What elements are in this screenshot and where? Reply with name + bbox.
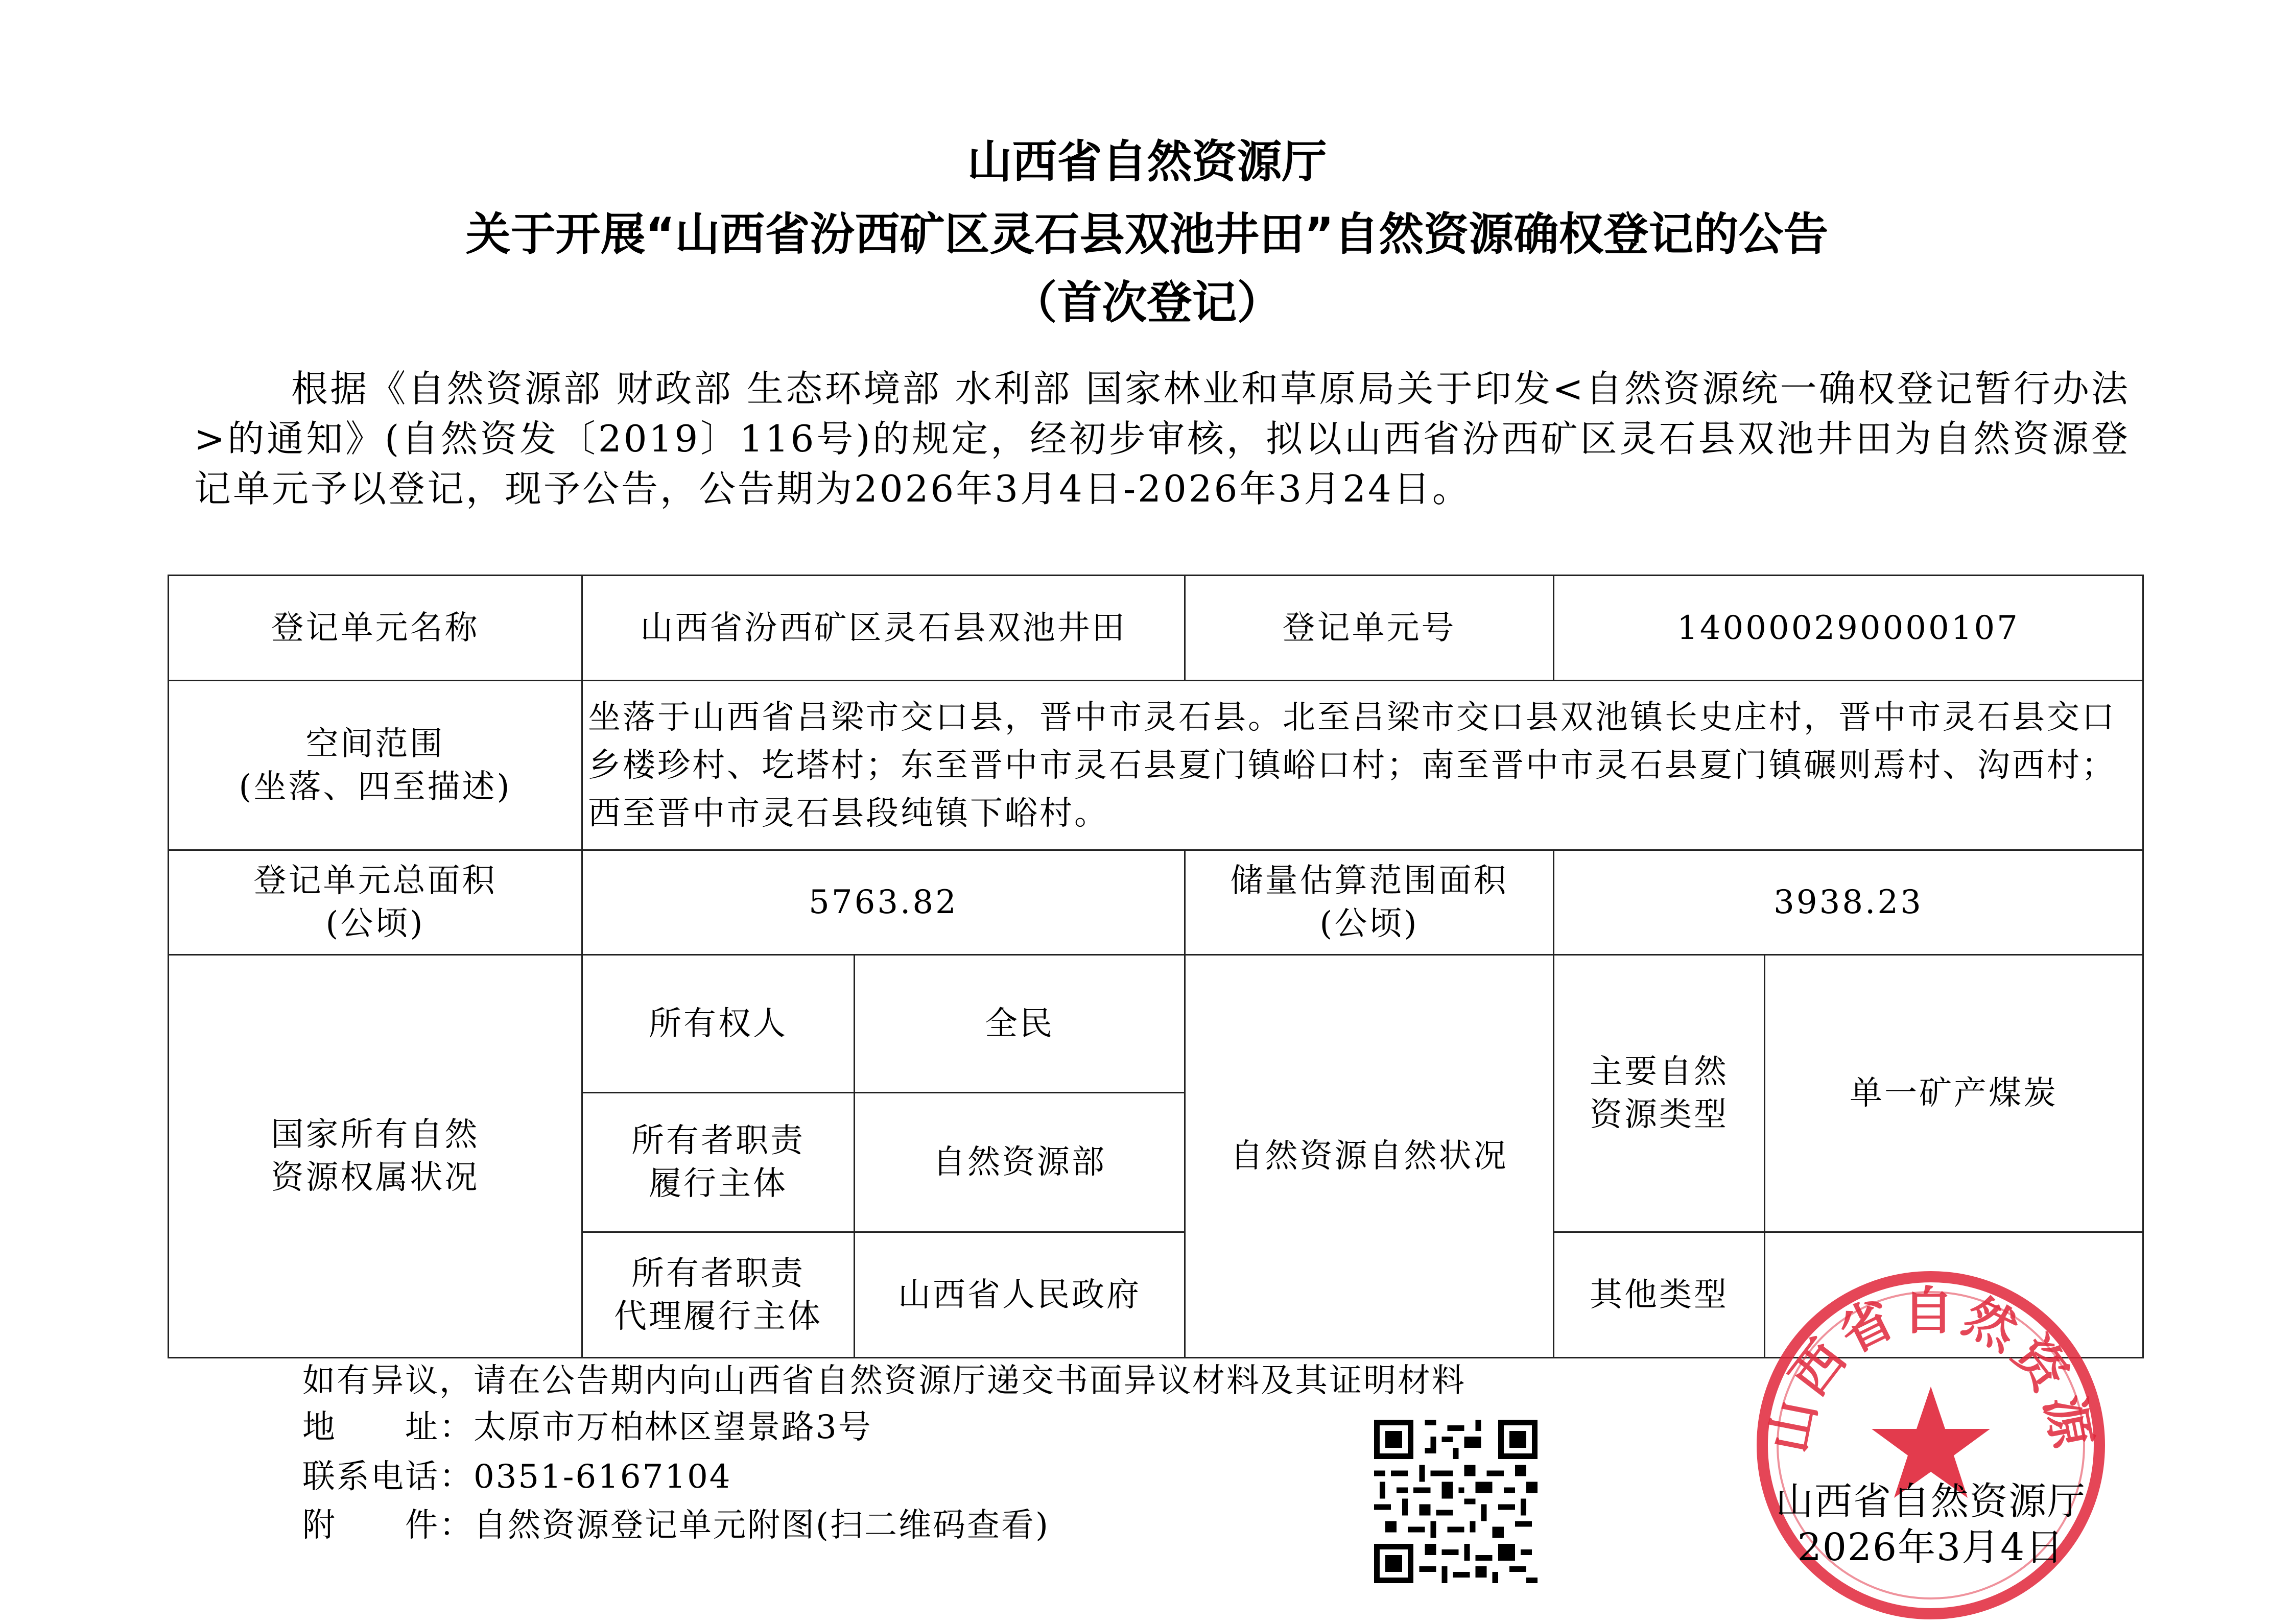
ownership-label-line2: 资源权属状况 <box>271 1159 480 1197</box>
total-area-label <box>169 850 582 955</box>
table-row <box>169 576 2143 681</box>
signature-date: 2026年3月4日 <box>1797 1525 2065 1569</box>
space-range-label-line2: (坐落、四至描述) <box>239 768 512 806</box>
main-type-label-line1: 主要自然 <box>1590 1053 1729 1091</box>
total-area-label-line1: 登记单元总面积 <box>253 862 497 900</box>
total-area-label-line2: (公顷) <box>325 905 425 943</box>
table-row <box>169 850 2143 955</box>
official-seal-icon <box>1752 1267 2110 1624</box>
intro-paragraph: 根据《自然资源部 财政部 生态环境部 水利部 国家林业和草原局关于印发<自然资源统一确权登记暂行办法>的通知》(自然资发〔2019〕116号)的规定，经初步审核，拟以山西省汾西矿区灵石县双池井田为自然资源登记单元予以登记，现予公告，公告期为2026年3月4日-2026年3月24日。 <box>194 367 2130 510</box>
ownership-label <box>169 955 582 1358</box>
unit-name-label: 登记单元名称 <box>169 576 582 681</box>
address-line: 地 址：太原市万柏林区望景路3号 <box>302 1408 872 1446</box>
space-range-label <box>169 681 582 850</box>
signature-org: 山西省自然资源厅 <box>1776 1479 2086 1523</box>
owner-value: 全民 <box>855 955 1185 1093</box>
phone-line: 联系电话：0351-6167104 <box>302 1458 732 1496</box>
objection-note: 如有异议，请在公告期内向山西省自然资源厅递交书面异议材料及其证明材料 <box>302 1362 1466 1400</box>
total-area-value: 5763.82 <box>582 850 1185 955</box>
main-type-label-line2: 资源类型 <box>1590 1096 1729 1134</box>
reserve-area-label-line2: (公顷) <box>1319 905 1419 943</box>
agent-label <box>582 1232 855 1358</box>
unit-name-value: 山西省汾西矿区灵石县双池井田 <box>582 576 1185 681</box>
duty-label <box>582 1093 855 1232</box>
seal-text: 山西省自然资源 <box>1758 1281 2103 1458</box>
title-line-3: （首次登记） <box>1012 276 1282 329</box>
main-type-label <box>1554 955 1765 1232</box>
reserve-area-label <box>1185 850 1554 955</box>
duty-label-line1: 所有者职责 <box>631 1122 805 1160</box>
duty-value: 自然资源部 <box>855 1093 1185 1232</box>
title-line-2: 关于开展“山西省汾西矿区灵石县双池井田”自然资源确权登记的公告 <box>465 208 1829 260</box>
space-range-label-line1: 空间范围 <box>305 725 445 763</box>
agent-value: 山西省人民政府 <box>855 1232 1185 1358</box>
table-row <box>169 955 2143 1093</box>
reserve-area-label-line1: 储量估算范围面积 <box>1230 862 1508 900</box>
owner-label: 所有权人 <box>582 955 855 1093</box>
nature-label: 自然资源自然状况 <box>1185 955 1554 1358</box>
attachment-line: 附 件：自然资源登记单元附图(扫二维码查看) <box>302 1507 1050 1544</box>
agent-label-line1: 所有者职责 <box>631 1254 805 1293</box>
other-type-label: 其他类型 <box>1554 1232 1765 1358</box>
registration-table <box>168 575 2144 1358</box>
table-row <box>169 681 2143 850</box>
unit-no-label: 登记单元号 <box>1185 576 1554 681</box>
duty-label-line2: 履行主体 <box>649 1165 788 1203</box>
reserve-area-value: 3938.23 <box>1554 850 2143 955</box>
ownership-label-line1: 国家所有自然 <box>271 1116 480 1154</box>
agent-label-line2: 代理履行主体 <box>614 1297 822 1335</box>
unit-no-value: 140000290000107 <box>1554 576 2143 681</box>
space-range-value: 坐落于山西省吕梁市交口县，晋中市灵石县。北至吕梁市交口县双池镇长史庄村，晋中市灵石县交口乡楼珍村、圪塔村；东至晋中市灵石县夏门镇峪口村；南至晋中市灵石县夏门镇碾则焉村、沟西村；西至晋中市灵石县段纯镇下峪村。 <box>582 681 2143 850</box>
title-line-1: 山西省自然资源厅 <box>967 135 1327 188</box>
qr-code-icon[interactable] <box>1374 1420 1538 1583</box>
main-type-value: 单一矿产煤炭 <box>1765 955 2143 1232</box>
